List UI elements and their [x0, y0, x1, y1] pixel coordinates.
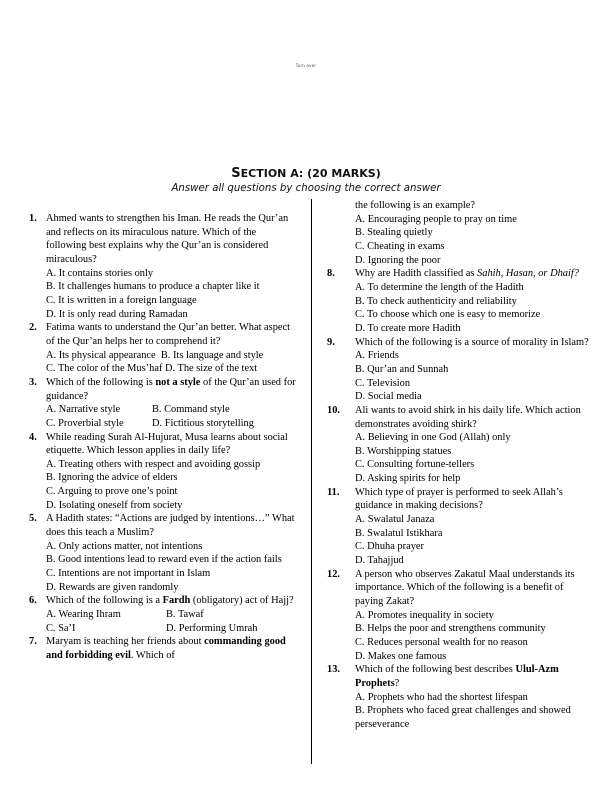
option-d[interactable]: D. Social media [355, 391, 422, 403]
option-b[interactable]: B. It challenges humans to produce a chapter like it [46, 281, 260, 293]
option-c[interactable]: C. Cheating in exams [355, 240, 445, 252]
question-10: 10. Ali wants to avoid shirk in his daily life. Which action demonstrates avoiding shirk? A. Believing in one God (Allah) only B. Worshipping statues C. Consulting fortune-tellers D. Asking spirits for help [336, 404, 594, 486]
option-d[interactable]: D. To create more Hadith [355, 322, 461, 334]
option-b[interactable]: B. Qur’an and Sunnah [355, 363, 449, 375]
section-instructions: Answer all questions by choosing the correct answer [171, 183, 441, 194]
option-d[interactable]: D. Asking spirits for help [355, 473, 461, 485]
question-12: 12. A person who observes Zakatul Maal understands its importance. Which of the following is a benefit of paying Zakat? A. Promotes inequality in society B. Helps the poor and strengthens community C. Reduces personal wealth for no reason D. Makes one famous [336, 568, 594, 664]
question-text: Fatima wants to understand the Qur’an better. What aspect of the Qur’an helps her to comprehend it? [46, 322, 291, 347]
option-b[interactable]: B. Worshipping statues [355, 445, 452, 457]
option-a[interactable]: A. Its physical appearance [46, 349, 156, 361]
question-text: Which type of prayer is performed to seek Allah’s guidance in making decisions? [355, 486, 563, 512]
option-a[interactable]: A. Swalatul Janaza [355, 514, 435, 526]
option-d[interactable]: D. Tahajjud [355, 555, 404, 567]
question-text: While reading Surah Al-Hujurat, Musa learns about social etiquette. Which lesson applies in daily life? [46, 431, 288, 457]
option-a[interactable]: A. Believing in one God (Allah) only [355, 432, 511, 444]
option-c[interactable]: C. Reduces personal wealth for no reason [355, 637, 528, 648]
option-a[interactable]: A. Narrative style [46, 404, 121, 416]
question-text: A Hadith states: “Actions are judged by intentions…” What does this teach a Muslim? [46, 513, 295, 539]
option-b[interactable]: B. Command style [152, 404, 230, 416]
question-5: 5. A Hadith states: “Actions are judged by intentions…” What does this teach a Muslim? A. Only actions matter, not intentions B. Good intentions lead to reward even if the action fails C. Intentions are not important in Islam D. Rewards are given randomly [29, 512, 297, 594]
option-d[interactable]: D. The size of the text [165, 363, 258, 375]
option-b[interactable]: B. Stealing quietly [355, 227, 433, 239]
options-ab [46, 608, 297, 622]
option-a[interactable]: A. It contains stories only [46, 267, 154, 279]
question-text: Which of the following best describes Ulul-Azm Prophets? [355, 664, 559, 689]
question-6: 6. Which of the following is a Fardh (obligatory) act of Hajj? A. Wearing Ihram B. Tawaf C. Sa’I D. Performing Umrah [29, 594, 297, 635]
question-11: 11. Which type of prayer is performed to seek Allah’s guidance in making decisions? A. Swalatul Janaza B. Swalatul Istikhara C. Dhuha prayer D. Tahajjud [336, 486, 594, 568]
options-cd [46, 362, 297, 376]
option-a[interactable]: A. Prophets who had the shortest lifespan [355, 691, 528, 703]
options-ab [46, 349, 297, 363]
option-d[interactable]: D. Ignoring the poor [355, 254, 441, 266]
question-text: the following is an example? [355, 200, 476, 211]
right-column [327, 199, 594, 732]
option-c[interactable]: C. Intentions are not important in Islam [46, 568, 211, 580]
question-text: Which of the following is not a style of the Qur’an used for guidance? [46, 376, 296, 402]
question-1: 1. Ahmed wants to strengthen his Iman. He reads the Qur’an and reflects on its miraculous nature. Which of the following best explains why the Qur’an is considered miraculous? A. It contains stories only B. It challenges humans to produce a chapter like it C. It is written in a foreign language D. It is only read during Ramadan [29, 212, 297, 321]
option-b[interactable]: B. Good intentions lead to reward even if the action fails [46, 554, 282, 566]
option-c[interactable]: C. Arguing to prove one’s point [46, 486, 178, 498]
option-c[interactable]: C. Proverbial style [46, 417, 124, 429]
question-2: 2. Fatima wants to understand the Qur’an better. What aspect of the Qur’an helps her to comprehend it? A. Its physical appearance B. Its language and style C. The color of the Mus’haf D. The size of the text [29, 321, 297, 376]
option-a[interactable]: A. Wearing Ihram [46, 609, 121, 621]
option-b[interactable]: B. Helps the poor and strengthens community [355, 623, 546, 635]
question-text: Maryam is teaching her friends about commanding good and forbidding evil. Which of [46, 636, 286, 661]
question-3: 3. Which of the following is not a style of the Qur’an used for guidance? A. Narrative style B. Command style C. Proverbial style D. Fictitious storytelling [29, 376, 296, 429]
option-b[interactable]: B. Its language and style [160, 349, 264, 361]
option-b[interactable]: B. To check authenticity and reliability [355, 295, 517, 307]
question-8: 8. Why are Hadith classified as Sahih, Hasan, or Dhaif? A. To determine the length of the Hadith B. To check authenticity and reliability C. To choose which one is easy to memorize D. To create more Hadith [336, 267, 594, 335]
question-9: 9. Which of the following is a source of morality in Islam? A. Friends B. Qur’an and Sunnah C. Television D. Social media [336, 336, 594, 404]
option-c[interactable]: C. To choose which one is easy to memorize [355, 309, 541, 321]
option-d[interactable]: D. Makes one famous [355, 650, 447, 662]
question-13: 13. Which of the following best describes Ulul-Azm Prophets? A. Prophets who had the shortest lifespan B. Prophets who faced great challenges and showed perseverance [336, 663, 594, 731]
option-d[interactable]: D. Isolating oneself from society [46, 499, 183, 511]
options-cd [46, 622, 297, 636]
question-text: A person who observes Zakatul Maal understands its importance. Which of the following is a benefit of paying Zakat? [355, 568, 575, 608]
option-c[interactable]: C. Consulting fortune-tellers [355, 459, 475, 471]
option-c[interactable]: C. It is written in a foreign language [46, 294, 197, 306]
question-text: Which of the following is a Fardh (obligatory) act of Hajj? [46, 595, 294, 607]
option-a[interactable]: A. Treating others with respect and avoiding gossip [46, 458, 261, 470]
option-a[interactable]: A. Promotes inequality in society [355, 609, 494, 621]
option-a[interactable]: A. Friends [355, 350, 399, 362]
left-column [29, 212, 297, 663]
question-4: 4. While reading Surah Al-Hujurat, Musa learns about social etiquette. Which lesson applies in daily life? A. Treating others with respect and avoiding gossip B. Ignoring the advice of elders C. Arguing to prove one’s point D. Isolating oneself from society [29, 431, 297, 513]
option-a[interactable]: A. Encouraging people to pray on time [355, 213, 517, 225]
options-cd [46, 417, 297, 431]
option-c[interactable]: C. Television [355, 377, 411, 389]
column-divider [311, 199, 312, 764]
option-b[interactable]: B. Prophets who faced great challenges and showed perseverance [355, 705, 571, 730]
page-watermark: Turn over [295, 63, 317, 68]
option-d[interactable]: D. It is only read during Ramadan [46, 308, 188, 320]
option-d[interactable]: D. Performing Umrah [166, 622, 258, 634]
option-b[interactable]: B. Swalatul Istikhara [355, 527, 443, 539]
option-c[interactable]: C. Sa’I [46, 622, 76, 634]
question-text: Which of the following is a source of morality in Islam? [355, 336, 589, 348]
section-title: SECTION A: (20 MARKS) [231, 166, 381, 181]
option-b[interactable]: B. Ignoring the advice of elders [46, 472, 178, 484]
question-7-continued [336, 199, 594, 267]
option-c[interactable]: C. The color of the Mus’haf [46, 363, 163, 375]
question-7: 7. Maryam is teaching her friends about commanding good and forbidding evil. Which of [29, 635, 297, 662]
options-ab [46, 403, 297, 417]
option-c[interactable]: C. Dhuha prayer [355, 541, 424, 553]
option-d[interactable]: D. Rewards are given randomly [46, 581, 179, 593]
option-d[interactable]: D. Fictitious storytelling [152, 417, 254, 429]
question-text: Why are Hadith classified as Sahih, Hasan, or Dhaif? [355, 268, 579, 280]
option-a[interactable]: A. Only actions matter, not intentions [46, 540, 203, 552]
question-text: Ahmed wants to strengthen his Iman. He reads the Qur’an and reflects on its miraculous nature. Which of the following best explains why the Qur’an is considered miraculous? [46, 213, 289, 265]
question-text: Ali wants to avoid shirk in his daily life. Which action demonstrates avoiding shirk? [355, 404, 581, 430]
option-b[interactable]: B. Tawaf [166, 609, 204, 621]
option-a[interactable]: A. To determine the length of the Hadith [355, 281, 524, 293]
